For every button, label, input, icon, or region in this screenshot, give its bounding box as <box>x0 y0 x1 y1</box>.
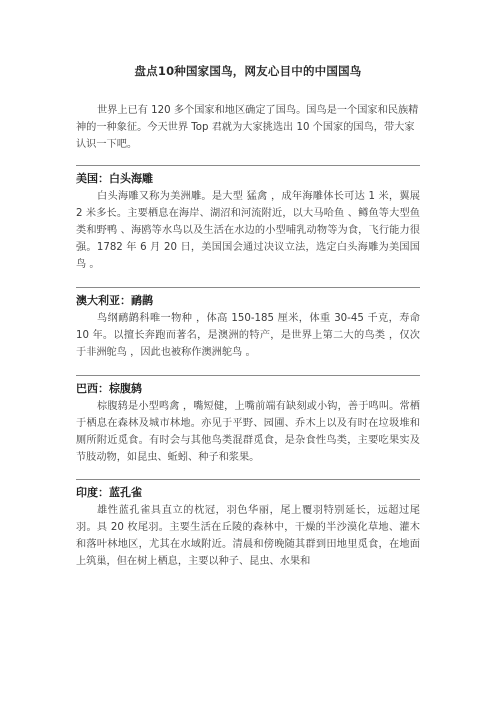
section-divider <box>76 375 420 376</box>
section-australia <box>76 287 420 361</box>
section-text: 雄性蓝孔雀具直立的枕冠，羽色华丽，尾上覆羽特别延长，远超过尾羽。具 20 枚尾羽。主要生活在丘陵的森林中，干燥的半沙漠化草地、灌木和落叶林地区，尤其在水域附近。清晨和傍晚随其群到田地里觅食，在地面上筑巢，但在树上栖息，主要以种子、昆虫、水果和 <box>76 505 420 567</box>
section-heading: 巴西：棕腹鸫 <box>76 382 142 395</box>
section-brazil <box>76 375 420 466</box>
section-divider <box>76 479 420 480</box>
section-text: 白头海雕又称为美洲雕。是大型 猛禽 ，成年海雕体长可达 1 米，翼展 2 米多长。主要栖息在海岸、湖沼和河流附近，以大马哈鱼 、鳟鱼等大型鱼类和野鸭 、海鸥等水鸟以及生活在水边的小型哺乳动物等为食，飞行能力很强。1782 年 6 月 20 日，美国国会通过决议立法，选定白头海雕为美国国鸟 。 <box>76 191 420 270</box>
section-divider <box>76 287 420 288</box>
section-heading: 美国：白头海雕 <box>76 172 153 185</box>
document-page <box>76 0 420 570</box>
section-usa <box>76 165 420 273</box>
section-text: 鸟纲鸸鹋科唯一物种 ，体高 150-185 厘米，体重 30-45 千克，寿命 10 年。以擅长奔跑而著名，是澳洲的特产，是世界上第二大的鸟类 ，仅次于非洲鸵鸟 ，因此也被称作澳洲鸵鸟 。 <box>76 313 420 358</box>
document-title: 盘点10种国家国鸟，网友心目中的中国国鸟 <box>134 64 362 78</box>
intro-paragraph: 世界上已有 120 多个国家和地区确定了国鸟。国鸟是一个国家和民族精神的一种象征。今天世界 Top 君就为大家挑选出 10 个国家的国鸟，带大家认识一下吧。 <box>76 105 419 150</box>
section-india <box>76 479 420 570</box>
section-heading: 澳大利亚：鸸鹋 <box>76 294 153 307</box>
section-heading: 印度：蓝孔雀 <box>76 486 142 499</box>
section-divider <box>76 165 420 166</box>
section-text: 棕腹鸫是小型鸣禽 ，嘴短健，上嘴前端有缺刻或小钩，善于鸣叫。常栖于栖息在森林及城市林地。亦见于平野、园圃、乔木上以及有时在垃圾堆和厕所附近觅食。有时会与其他鸟类混群觅食，是杂食性鸟类，主要吃果实及节肢动物，如昆虫、蚯蚓、种子和浆果。 <box>76 401 420 463</box>
